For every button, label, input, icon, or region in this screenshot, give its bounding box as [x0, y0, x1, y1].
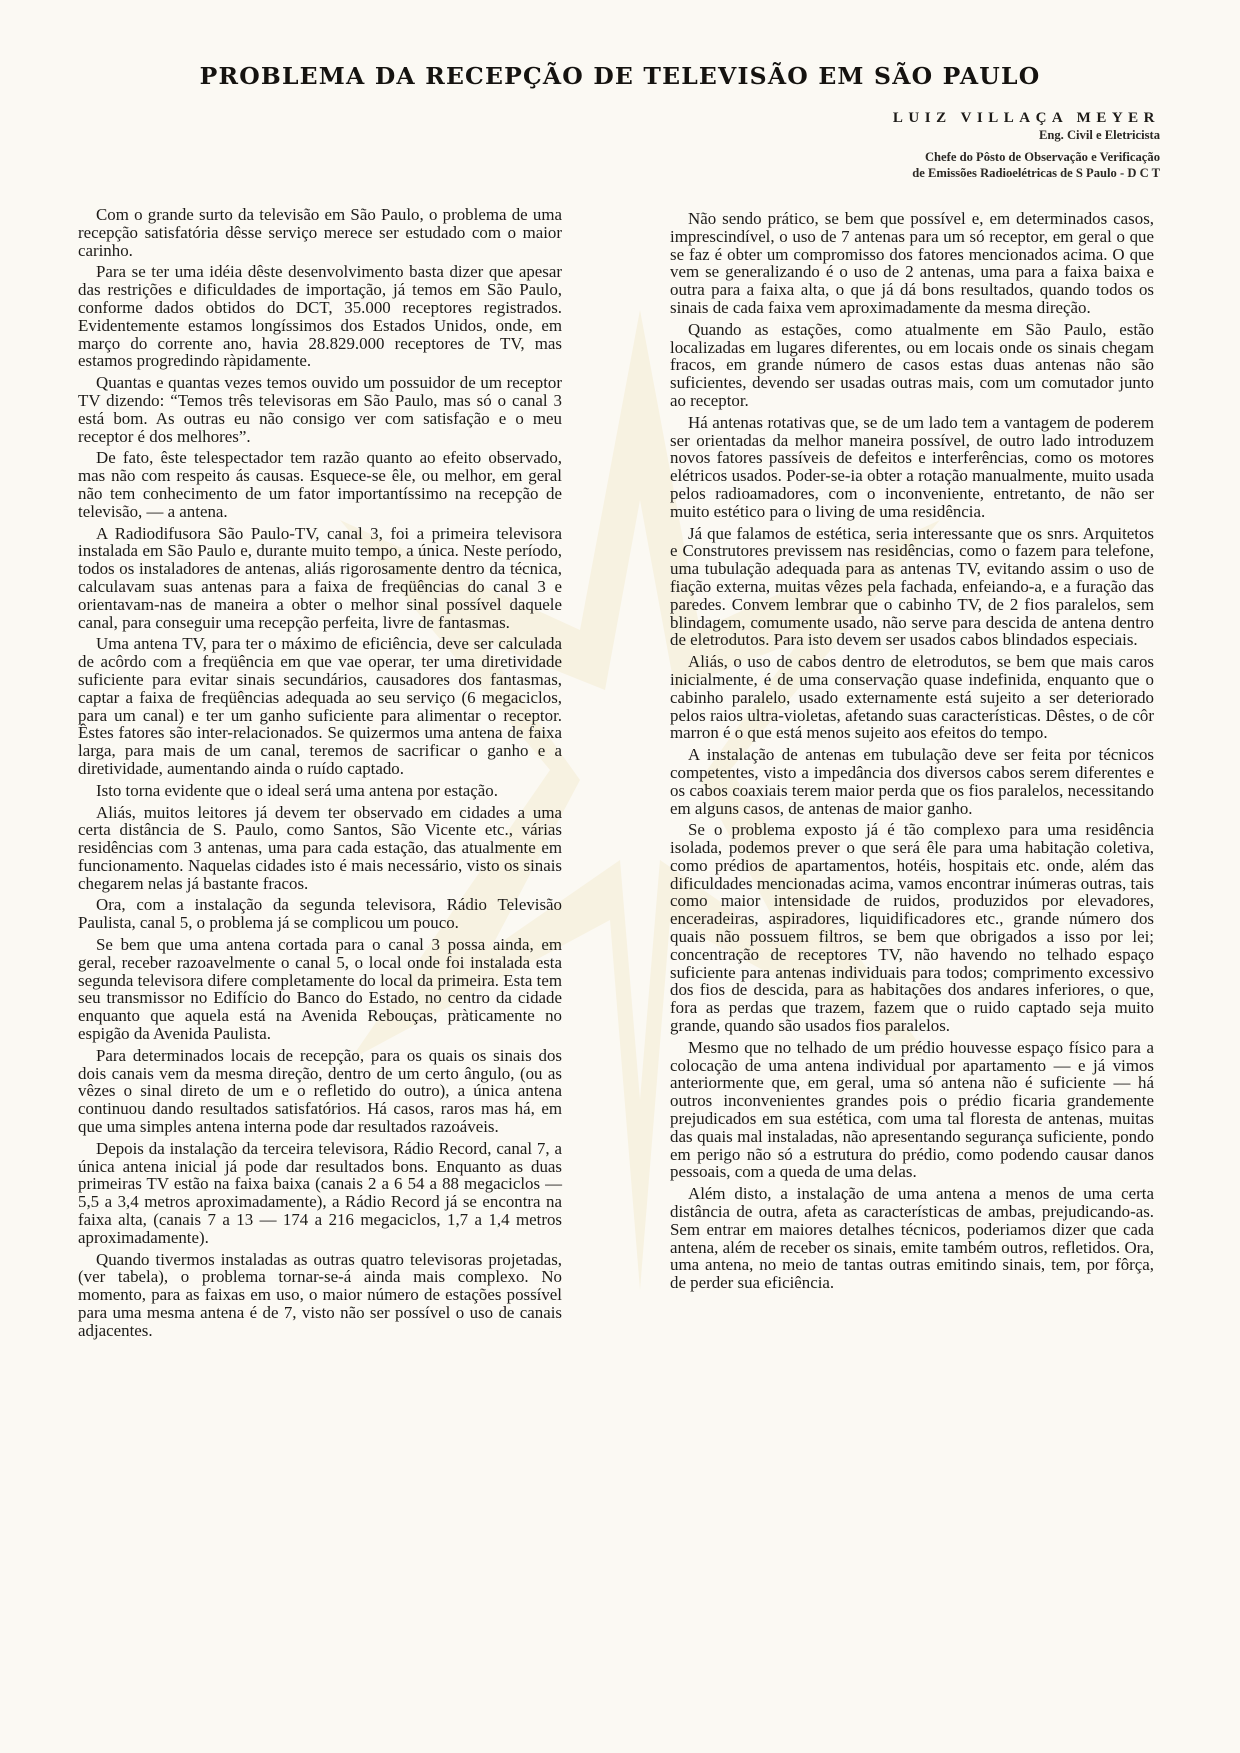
affiliation-line: Chefe do Pôsto de Observação e Verificação: [924, 150, 1160, 164]
article-title: PROBLEMA DA RECEPÇÃO DE TELEVISÃO EM SÃO PAULO: [199, 62, 1041, 90]
paragraph: Se o problema exposto já é tão complexo para uma residência isolada, podemos prever o que será êle para uma habitação coletiva, como prédios de apartamentos, hotéis, hospitais etc. onde, além das dificuldades mencionadas acima, vamos encontrar inúmeras outras, tais como maior intensidade de ruidos, produzidos por elevadores, enceradeiras, aspiradores, liquidificadores etc., grande número dos quais não possuem filtros, se bem que obrigados a isso por lei; concentração de receptores TV, não havendo no telhado espaço suficiente para antenas individuais para todos; comprimento excessivo dos fios de descida, para as habitações dos andares inferiores, o que, fora as perdas que trazem, fazem que o ruido captado seja muito grande, quando são usados fios paralelos.: [670, 820, 1154, 1036]
paragraph: Depois da instalação da terceira televisora, Rádio Record, canal 7, a única antena inicial já pode dar resultados bons. Enquanto as duas primeiras TV estão na faixa baixa (canais 2 a 6 54 a 88 megaciclos — 5,5 a 3,4 metros aproximadamente), a Rádio Record já se encontra na faixa alta, (canais 7 a 13 — 174 a 216 megaciclos, 1,7 a 1,4 metros aproximadamente).: [78, 1138, 562, 1247]
paragraph: Quando as estações, como atualmente em São Paulo, estão localizadas em lugares diferentes, ou em locais onde os sinais chegam fracos, em grande número de casos estas duas antenas não são suficientes, devendo ser usadas outras mais, com um comutador junto ao receptor.: [670, 319, 1154, 410]
paragraph: De fato, êste telespectador tem razão quanto ao efeito observado, mas não com respeito ás causas. Esquece-se êle, ou melhor, em geral não tem conhecimento de um fator importantíssimo na recepção de televisão, — a antena.: [78, 448, 562, 521]
paragraph: Ora, com a instalação da segunda televisora, Rádio Televisão Paulista, canal 5, o problema já se complicou um pouco.: [78, 895, 562, 933]
paragraph: A Radiodifusora São Paulo-TV, canal 3, foi a primeira televisora instalada em São Paulo e, durante muito tempo, a única. Neste período, todos os instaladores de antenas, aliás rigorosamente dentro da técnica, calculavam suas antenas para a faixa de freqüências do canal 3 e orientavam-nas de maneira a obter o melhor sinal possível daquele canal, para conseguir uma recepção perfeita, livre de fantasmas.: [78, 523, 562, 632]
paragraph: Aliás, o uso de cabos dentro de eletrodutos, se bem que mais caros inicialmente, é de uma conservação quase indefinida, enquanto que o cabinho paralelo, usado externamente está sujeito a ser deteriorado pelos raios ultra-violetas, afetando suas características. Dêstes, o de côr marron é o que está menos sujeito aos efeitos do tempo.: [670, 652, 1154, 743]
paragraph: Isto torna evidente que o ideal será uma antena por estação.: [96, 780, 498, 800]
paragraph: Aliás, muitos leitores já devem ter observado em cidades a uma certa distância de S. Paulo, como Santos, São Vicente etc., várias residências com 3 antenas, uma para cada estação, das atualmente em funcionamento. Naquelas cidades isto é mais necessário, visto os sinais chegarem nelas já bastante fracos.: [78, 802, 562, 893]
paragraph: Quantas e quantas vezes temos ouvido um possuidor de um receptor TV dizendo: “Temos três televisoras em São Paulo, mas só o canal 3 está bom. As outras eu não consigo ver com satisfação e o meu receptor é dos melhores”.: [78, 373, 562, 446]
affiliation-line: de Emissões Radioelétricas de S Paulo - D C T: [912, 166, 1160, 180]
paragraph: Além disto, a instalação de uma antena a menos de uma certa distância de outra, afeta as características de ambas, prejudicando-as. Sem entrar em maiores detalhes técnicos, poderiamos dizer que cada antena, além de receber os sinais, emite também outros, refletidos. Ora, uma antena, no meio de tantas outras emitindo sinais, tem, por fôrça, de perder sua eficiência.: [670, 1184, 1154, 1293]
left-column: [78, 206, 562, 1344]
byline: [760, 110, 1160, 181]
paragraph: A instalação de antenas em tubulação deve ser feita por técnicos competentes, visto a impedância dos diversos cabos serem diferentes e os cabos coaxiais terem maior perda que os fios paralelos, necessitando em alguns casos, de antenas de maior ganho.: [670, 745, 1154, 818]
paragraph: Mesmo que no telhado de um prédio houvesse espaço físico para a colocação de uma antena individual por apartamento — e já vimos anteriormente que, em geral, uma só antena não é suficiente — há outros inconvenientes grandes pois o prédio ficaria grandemente prejudicados em sua estética, com uma tal floresta de antenas, muitas das quais mal instaladas, não apresentando segurança suficiente, pondo em perigo não só a estrutura do prédio, como podendo causar danos pessoais, com a queda de uma delas.: [670, 1037, 1154, 1182]
right-column: [670, 210, 1154, 1296]
paragraph: Para se ter uma idéia dêste desenvolvimento basta dizer que apesar das restrições e dificuldades de importação, já temos em São Paulo, conforme dados obtidos do DCT, 35.000 receptores registrados. Evidentemente estamos longíssimos dos Estados Unidos, onde, em março do corrente ano, havia 28.829.000 receptores de TV, mas estamos progredindo ràpidamente.: [78, 262, 562, 371]
paragraph: Se bem que uma antena cortada para o canal 3 possa ainda, em geral, receber razoavelmente o canal 5, o local onde foi instalada esta segunda televisora difere completamente do local da primeira. Esta tem seu transmissor no Edifício do Banco do Estado, no centro da cidade enquanto que aquela está na Avenida Rebouças, pràticamente no espigão da Avenida Paulista.: [78, 935, 562, 1044]
paragraph: Quando tivermos instaladas as outras quatro televisoras projetadas, (ver tabela), o problema tornar-se-á ainda mais complexo. No momento, para as faixas em uso, o maior número de estações possível para uma mesma antena é de 7, visto não ser possível o uso de canais adjacentes.: [78, 1249, 562, 1340]
paragraph: Com o grande surto da televisão em São Paulo, o problema de uma recepção satisfatória dêsse serviço merece ser estudado com o maior carinho.: [78, 205, 562, 260]
paragraph: Já que falamos de estética, seria interessante que os snrs. Arquitetos e Construtores previssem nas residências, como o fazem para telefone, uma tubulação adequada para as antenas TV, evitando assim o uso de fiação externa, muitas vêzes pela fachada, enfeiando-a, e a furação das paredes. Convem lembrar que o cabinho TV, de 2 fios paralelos, sem blindagem, comumente usado, não serve para descida de antena dentro de eletrodutos. Para isto devem ser usados cabos blindados especiais.: [670, 523, 1154, 650]
paragraph: Não sendo prático, se bem que possível e, em determinados casos, imprescindível, o uso de 7 antenas para um só receptor, em geral o que se faz é obter um compromisso dos fatores mencionados acima. O que vem se generalizando é o uso de 2 antenas, uma para a faixa baixa e outra para a faixa alta, o que já dá bons resultados, quando todos os sinais de cada faixa vem aproximadamente da mesma direção.: [670, 209, 1154, 317]
affiliation-line: Eng. Civil e Eletricista: [1038, 128, 1160, 142]
author-name: LUIZ VILLAÇA MEYER: [892, 110, 1160, 126]
paragraph: Uma antena TV, para ter o máximo de eficiência, deve ser calculada de acôrdo com a freqüência em que vae operar, ter uma diretividade suficiente para evitar sinais secundários, causadores dos fantasmas, captar a faixa de freqüências adequada ao seu serviço (6 megaciclos, para um canal) e ter um ganho suficiente para alimentar o receptor. Êstes fatores são inter-relacionados. Se quizermos uma antena de faixa larga, para mais de um canal, teremos de sacrificar o ganho e a diretividade, aumentando ainda o ruído captado.: [78, 634, 562, 778]
paragraph: Há antenas rotativas que, se de um lado tem a vantagem de poderem ser orientadas da melhor maneira possível, de outro lado introduzem novos fatores passíveis de defeitos e interferências, como os motores elétricos usados. Poder-se-ia obter a rotação manualmente, muito usada pelos radioamadores, com o inconveniente, entretanto, de não ser muito estético para o living de uma residência.: [670, 412, 1154, 521]
paragraph: Para determinados locais de recepção, para os quais os sinais dos dois canais vem da mesma direção, dentro de um certo ângulo, (ou as vêzes o sinal direto de um e o refletido do outro), a única antena continuou dando resultados satisfatórios. Há casos, raros mas há, em que uma simples antena interna pode dar resultados razoáveis.: [78, 1045, 562, 1137]
